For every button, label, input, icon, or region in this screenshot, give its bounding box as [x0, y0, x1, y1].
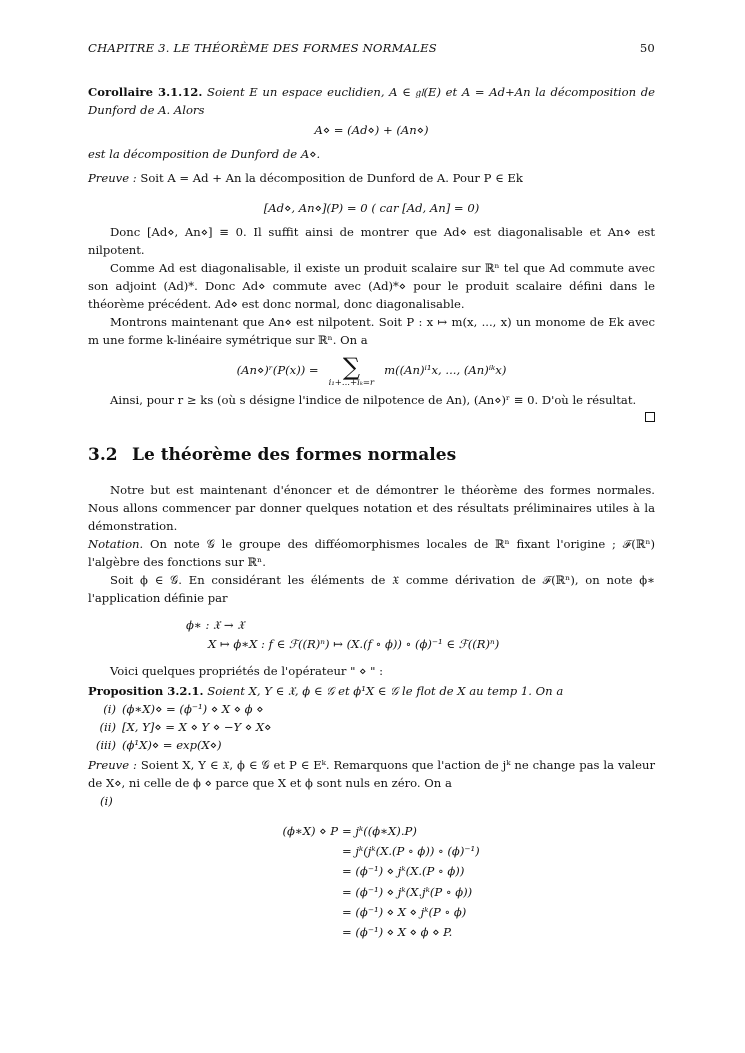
- map-definition: [186, 616, 655, 655]
- item-text: (ϕ∗X)⋄ = (ϕ⁻¹) ⋄ X ⋄ ϕ ⋄: [122, 702, 264, 716]
- list-item: [88, 719, 655, 737]
- notation: [88, 536, 655, 572]
- equation-rhs: = (ϕ⁻¹) ⋄ X ⋄ ϕ ⋄ P.: [342, 925, 453, 940]
- map-line: X ↦ ϕ∗X : f ∈ ℱ((R)ⁿ) ↦ (X.(f ∘ ϕ)) ∘ (ϕ)⁻¹ ∈ ℱ((R)ⁿ): [208, 637, 500, 652]
- equation-lhs: (ϕ∗X) ⋄ P: [282, 823, 338, 838]
- running-head: [88, 40, 655, 58]
- equation-rhs: = (ϕ⁻¹) ⋄ jᵏ(X.(P ∘ ϕ)): [342, 864, 465, 879]
- equation-rhs: = jᵏ((ϕ∗X).P): [342, 823, 417, 838]
- proof-1-paragraph: Donc [Ad⋄, An⋄] ≡ 0. Il suffit ainsi de montrer que Ad⋄ est diagonalisable et An⋄ est nilpotent.: [88, 224, 655, 257]
- item-label: (i): [103, 702, 116, 716]
- item-text: [X, Y]⋄ = X ⋄ Y ⋄ −Y ⋄ X⋄: [122, 719, 272, 734]
- aligned-equations: [272, 821, 655, 943]
- proof-label: Preuve :: [88, 170, 137, 185]
- corollary-label: Corollaire 3.1.12.: [88, 84, 203, 99]
- corollary-conclusion: est la décomposition de Dunford de A⋄.: [88, 146, 321, 161]
- sum-rhs: m((An)ⁱ¹x, ..., (An)ⁱᵏx): [384, 362, 507, 377]
- corollary-statement-cont: de Dunford de A. Alors: [88, 84, 656, 117]
- case-label: (i): [100, 793, 113, 808]
- section-title: Le théorème des formes normales: [132, 444, 457, 465]
- page: [88, 40, 655, 943]
- intro-paragraph: Notre but est maintenant d'énoncer et de démontrer le théorème des formes normales. Nous allons commencer par donner quelques notation et des résultats préliminaires utiles à la démonstration.: [88, 482, 655, 533]
- proof-label: Preuve :: [88, 757, 137, 772]
- equation-rhs: = (ϕ⁻¹) ⋄ jᵏ(X.jᵏ(P ∘ ϕ)): [342, 884, 473, 899]
- notation-paragraph: Soit ϕ ∈ 𝒢. En considérant les éléments de 𝔛 comme dérivation de ℱ(ℝⁿ), on note ϕ∗ l'application définie par: [88, 572, 655, 605]
- corollary-statement: Soient E un espace euclidien, A ∈ 𝔤𝔩(E) et A = Ad+An la décomposition: [207, 84, 637, 99]
- page-number: 50: [639, 41, 655, 55]
- proof-2-text: Soient X, Y ∈ 𝔛, ϕ ∈ 𝒢 et P ∈ Eᵏ. Remarquons que l'action de jᵏ ne change pas la valeur de X⋄, ni celle de ϕ ⋄ parce que X et ϕ sont nuls en zéro. On a: [88, 757, 655, 790]
- proof-1-paragraph: Ainsi, pour r ≥ ks (où s désigne l'indice de nilpotence de An), (An⋄)ʳ ≡ 0. D'où le résultat.: [110, 392, 637, 407]
- map-line: ϕ∗ : 𝔛 → 𝔛: [186, 617, 245, 632]
- notation-text: On note 𝒢 le groupe des difféomorphismes locales de ℝⁿ fixant l'origine ; ℱ(ℝⁿ) l'algèbre des fonctions sur ℝⁿ.: [88, 536, 655, 569]
- equation-row: [272, 861, 655, 881]
- equation-row: [272, 882, 655, 902]
- proposition-label: Proposition 3.2.1.: [88, 684, 204, 699]
- proposition-statement: Soient X, Y ∈ 𝔛, ϕ ∈ 𝒢 et ϕ¹X ∈ 𝒢 le flot de X au temp 1. On a: [207, 684, 564, 699]
- proof-1-text: Soit A = Ad + An la décomposition de Dunford de A. Pour P ∈ Ek: [140, 170, 523, 185]
- sum-lhs: (An⋄)ʳ(P(x)) =: [236, 362, 319, 377]
- proof-2: [88, 757, 655, 793]
- equation-rhs: = (ϕ⁻¹) ⋄ X ⋄ jᵏ(P ∘ ϕ): [342, 904, 467, 919]
- equation-row: [272, 902, 655, 922]
- notation-paragraph: Voici quelques propriétés de l'opérateur " ⋄ " :: [110, 664, 384, 679]
- chapter-title: CHAPITRE 3. LE THÉORÈME DES FORMES NORMALES: [88, 41, 437, 55]
- equation-rhs: = jᵏ(jᵏ(X.(P ∘ ϕ)) ∘ (ϕ)⁻¹): [342, 844, 480, 859]
- section-heading: [88, 442, 655, 468]
- proposition: [88, 683, 655, 701]
- item-label: (ii): [99, 719, 116, 734]
- proof-1-intro: [88, 170, 655, 188]
- sum-sigma: [328, 352, 375, 388]
- proof-1-paragraph: Comme Ad est diagonalisable, il existe un produit scalaire sur ℝⁿ tel que Ad commute avec son adjoint (Ad)*. Donc Ad⋄ commute avec (Ad)*⋄ pour le produit scalaire défini dans le théorème précédent. Ad⋄ est donc normal, donc diagonalisable.: [88, 260, 655, 311]
- sigma-icon: ∑: [342, 352, 360, 381]
- corollary: [88, 84, 655, 120]
- item-label: (iii): [95, 737, 116, 752]
- notation-label: Notation.: [88, 536, 144, 551]
- equation-row: [272, 821, 655, 841]
- equation-row: [272, 922, 655, 942]
- qed-square-icon: [88, 412, 655, 422]
- list-item: [88, 737, 655, 755]
- section-number: 3.2: [88, 444, 118, 465]
- equation-row: [272, 841, 655, 861]
- proof-1-paragraph: Montrons maintenant que An⋄ est nilpotent. Soit P : x ↦ m(x, ..., x) un monome de Ek avec m une forme k-linéaire symétrique sur ℝⁿ. On a: [88, 314, 655, 347]
- corollary-formula: A⋄ = (Ad⋄) + (An⋄): [314, 122, 429, 137]
- list-item: [88, 701, 655, 719]
- item-text: (ϕ¹X)⋄ = exp(X⋄): [122, 737, 222, 752]
- sum-subscript: i₁+...+iₖ=r: [328, 377, 375, 388]
- proof-1-formula: [Ad⋄, An⋄](P) = 0 ( car [Ad, An] = 0): [263, 200, 480, 215]
- sum-formula: [88, 352, 655, 388]
